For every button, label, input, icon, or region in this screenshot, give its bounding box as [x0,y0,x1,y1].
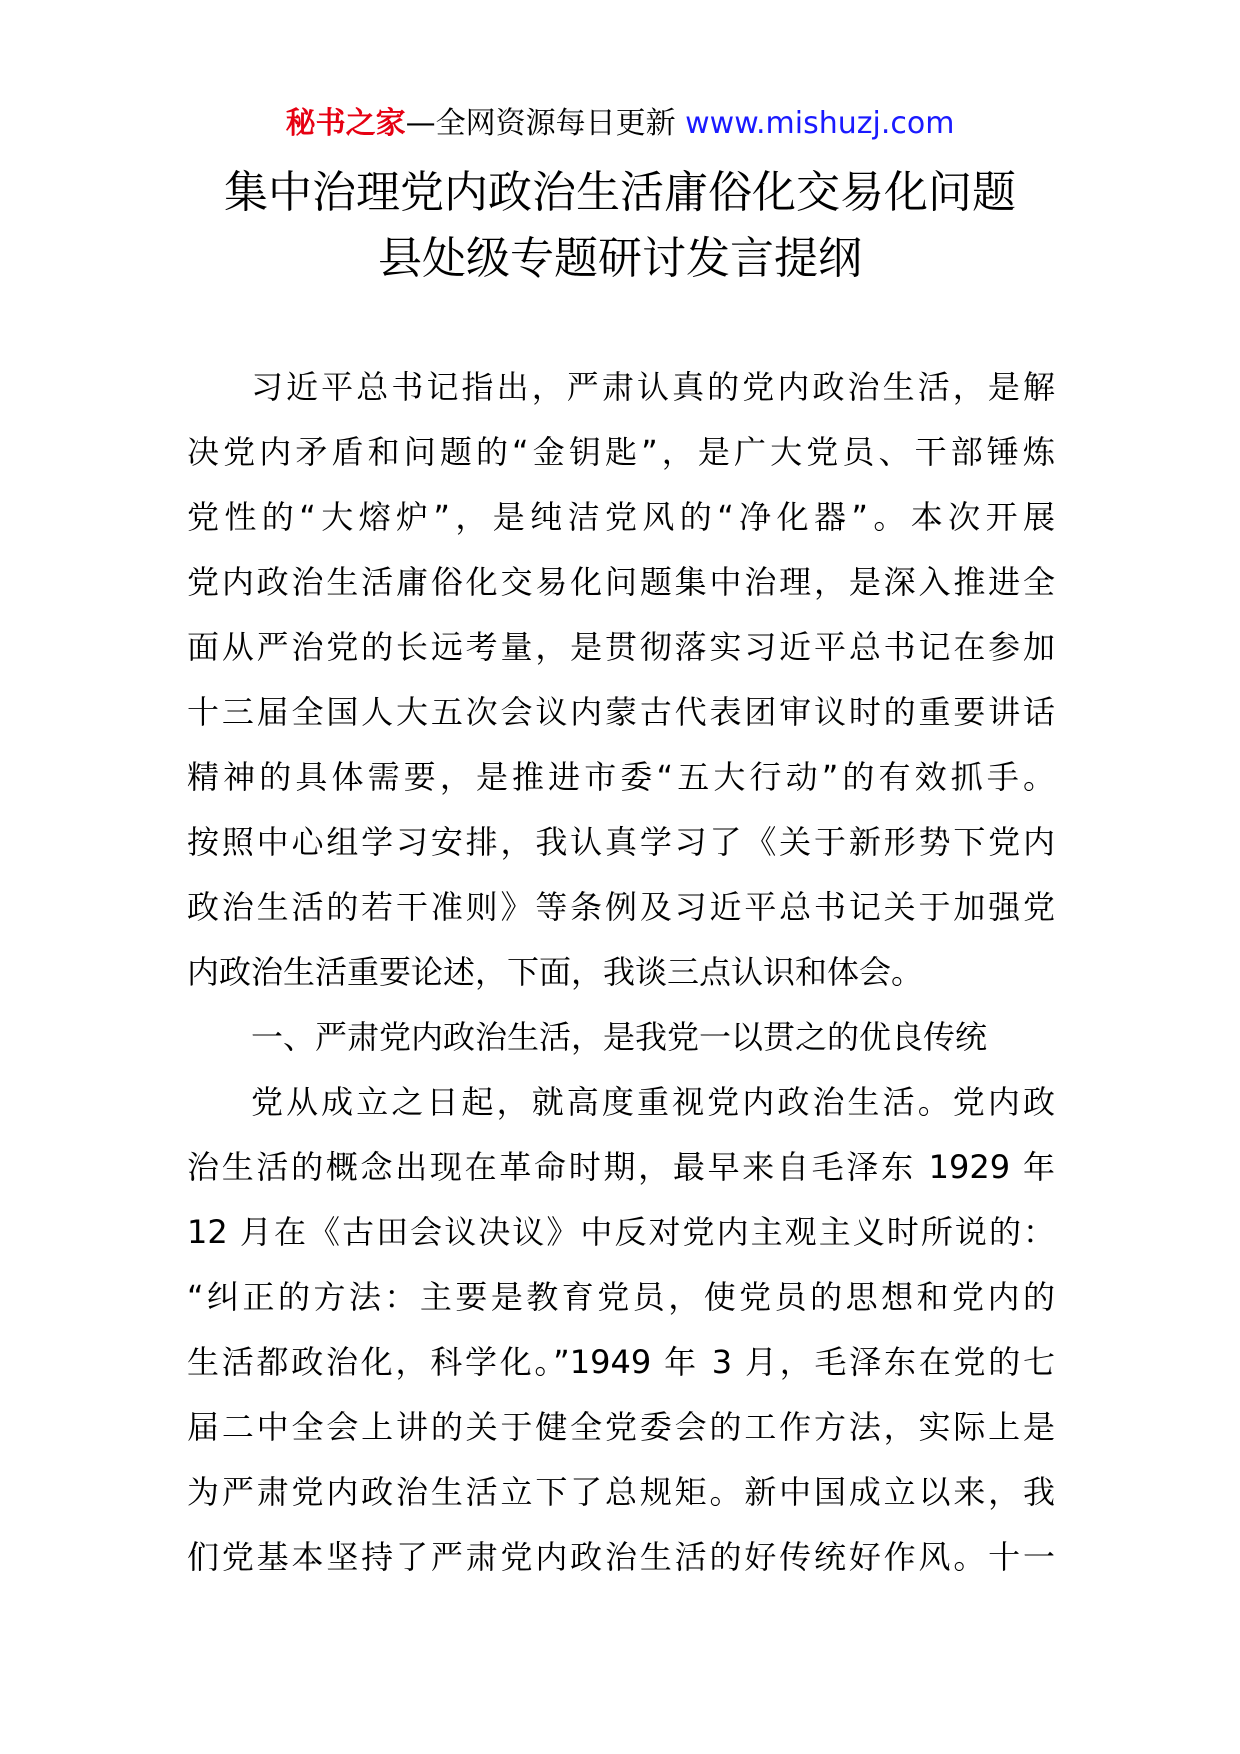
paragraph-line: 12 月在《古田会议决议》中反对党内主观主义时所说的： [187,1213,1055,1251]
site-header [0,100,1240,148]
paragraph-line: 们党基本坚持了严肃党内政治生活的好传统好作风。十一 [187,1538,1055,1576]
header-tagline: —全网资源每日更新 [405,106,686,141]
paragraph-line: 面从严治党的长远考量，是贯彻落实习近平总书记在参加 [187,628,1055,666]
paragraph-line: 政治生活的若干准则》等条例及习近平总书记关于加强党 [187,888,1055,926]
title-line-2: 县处级专题研讨发言提纲 [378,233,862,284]
paragraph-line: 治生活的概念出现在革命时期，最早来自毛泽东 1929 年 [187,1148,1055,1186]
paragraph-line: 党内政治生活庸俗化交易化问题集中治理，是深入推进全 [187,563,1055,601]
paragraph-line: 按照中心组学习安排，我认真学习了《关于新形势下党内 [187,823,1055,861]
paragraph-line: 为严肃党内政治生活立下了总规矩。新中国成立以来，我 [187,1473,1055,1511]
site-url-link[interactable]: www.mishuzj.com [685,106,955,141]
paragraph-line: 决党内矛盾和问题的“金钥匙”，是广大党员、干部锤炼 [187,433,1055,471]
paragraph-line: “纠正的方法：主要是教育党员，使党员的思想和党内的 [187,1278,1055,1316]
brand-name: 秘书之家 [285,106,406,141]
title-line-1: 集中治理党内政治生活庸俗化交易化问题 [224,167,1016,218]
paragraph-line: 习近平总书记指出，严肃认真的党内政治生活，是解 [251,368,1055,406]
section-heading: 一、严肃党内政治生活，是我党一以贯之的优良传统 [251,1018,988,1056]
document-body [187,355,1055,1590]
paragraph-line: 党从成立之日起，就高度重视党内政治生活。党内政 [251,1083,1055,1121]
paragraph-line: 届二中全会上讲的关于健全党委会的工作方法，实际上是 [187,1408,1055,1446]
paragraph-line: 党性的“大熔炉”，是纯洁党风的“净化器”。本次开展 [187,498,1055,536]
document-title [0,160,1240,292]
paragraph-line: 生活都政治化，科学化。”1949 年 3 月，毛泽东在党的七 [187,1343,1055,1381]
paragraph-line: 内政治生活重要论述，下面，我谈三点认识和体会。 [187,953,924,991]
paragraph-line: 十三届全国人大五次会议内蒙古代表团审议时的重要讲话 [187,693,1055,731]
paragraph-line: 精神的具体需要，是推进市委“五大行动”的有效抓手。 [187,758,1055,796]
